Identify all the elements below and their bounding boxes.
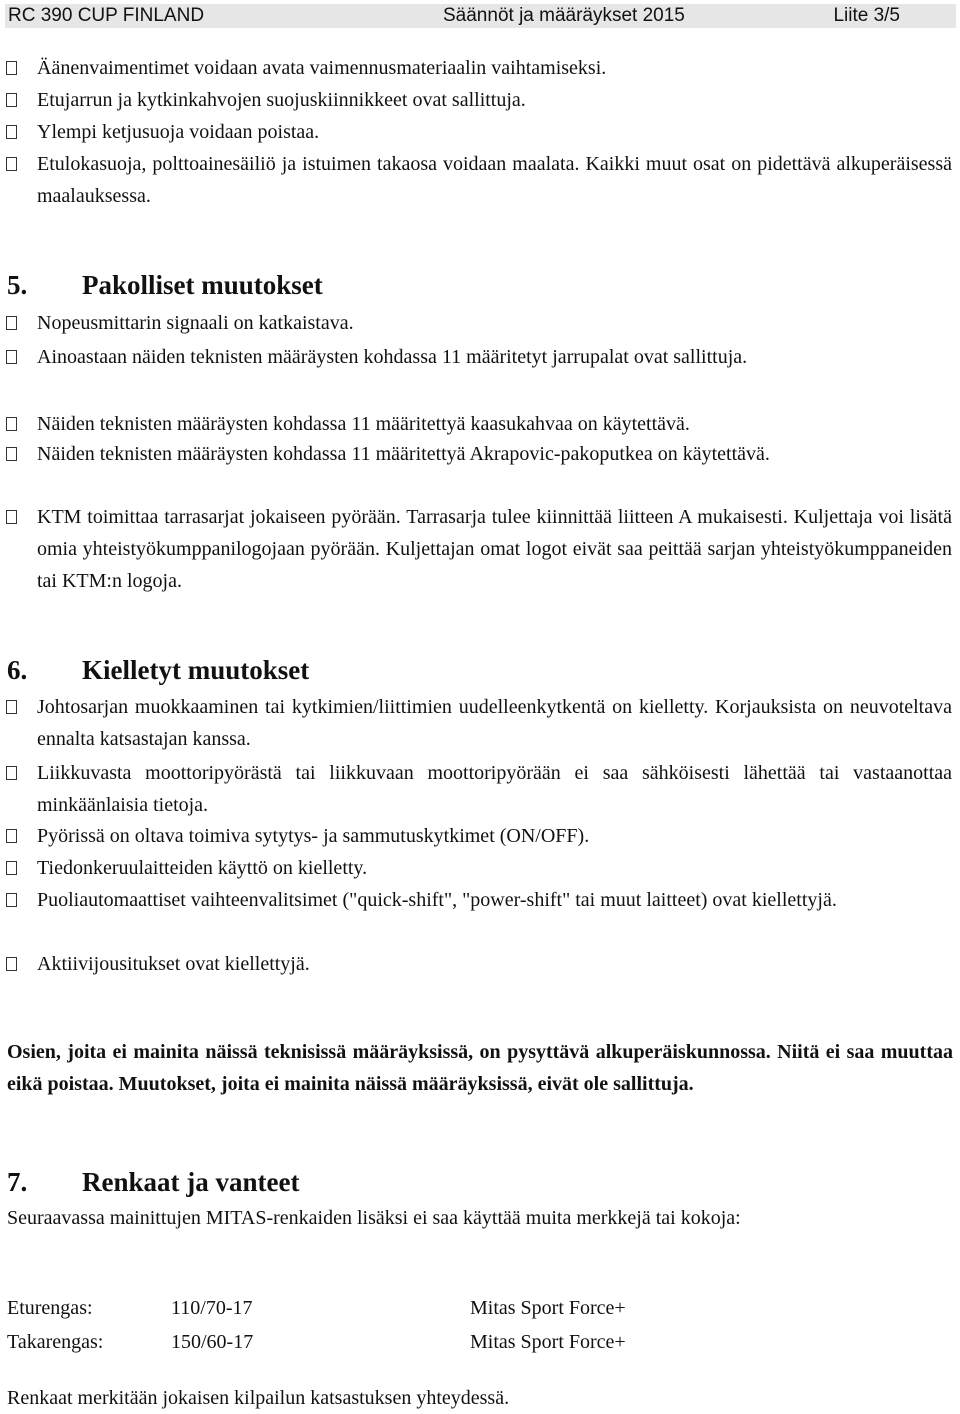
list-item: Äänenvaimentimet voidaan avata vaimennusmateriaalin vaihtamiseksi. [6,52,952,84]
header-event-title: RC 390 CUP FINLAND [8,5,205,26]
list-item: Etulokasuoja, polttoainesäiliö ja istuimen takaosa voidaan maalata. Kaikki muut osat on pidettävä alkuperäisessä maalauksessa. [6,148,952,212]
section-number: 7. [7,1167,28,1197]
list-item: Aktiivijousitukset ovat kiellettyjä. [6,948,952,980]
section-number: 5. [7,270,28,300]
tire-model: Mitas Sport Force+ [470,1297,626,1319]
checkbox-bullet-icon [6,417,17,431]
list-item: Ylempi ketjusuoja voidaan poistaa. [6,116,952,148]
checkbox-bullet-icon [6,700,17,714]
list-item: Tiedonkeruulaitteiden käyttö on kielletty. [6,852,952,884]
tire-position: Eturengas: [7,1297,93,1319]
checkbox-bullet-icon [6,766,17,780]
tire-size: 150/60-17 [171,1331,254,1353]
checkbox-bullet-icon [6,893,17,907]
checkbox-bullet-icon [6,157,17,171]
checkbox-bullet-icon [6,510,17,524]
page-header [5,4,956,28]
tire-model: Mitas Sport Force+ [470,1331,626,1353]
tire-size: 110/70-17 [171,1297,253,1319]
section-7-intro: Seuraavassa mainittujen MITAS-renkaiden lisäksi ei saa käyttää muita merkkejä tai kokoja: [7,1207,741,1229]
list-item: Näiden teknisten määräysten kohdassa 11 määritettyä kaasukahvaa on käytettävä. [6,408,952,440]
list-item: Nopeusmittarin signaali on katkaistava. [6,307,952,339]
section-title: Kielletyt muutokset [82,655,310,685]
list-item: Johtosarjan muokkaaminen tai kytkimien/liittimien uudelleenkytkentä on kielletty. Korjauksista on neuvoteltava ennalta katsastajan kanssa. [6,691,952,755]
list-item: Näiden teknisten määräysten kohdassa 11 määritettyä Akrapovic-pakoputkea on käytettävä. [6,438,946,470]
list-item: Pyörissä on oltava toimiva sytytys- ja sammutuskytkimet (ON/OFF). [6,820,952,852]
checkbox-bullet-icon [6,125,17,139]
tire-position: Takarengas: [7,1331,104,1353]
list-item: Etujarrun ja kytkinkahvojen suojuskiinnikkeet ovat sallittuja. [6,84,952,116]
section-title: Pakolliset muutokset [82,270,323,300]
checkbox-bullet-icon [6,957,17,971]
checkbox-bullet-icon [6,447,17,461]
notice-paragraph: Osien, joita ei mainita näissä teknisissä määräyksissä, on pysyttävä alkuperäiskunnossa. Niitä ei saa muuttaa eikä poistaa. Muutokset, joita ei mainita näissä määräyksissä, eivät ole sallittuja. [7,1041,953,1095]
section-7-heading [7,1166,299,1198]
header-document-title: Säännöt ja määräykset 2015 [443,5,685,26]
checkbox-bullet-icon [6,93,17,107]
section-number: 6. [7,655,28,685]
checkbox-bullet-icon [6,829,17,843]
section-6-heading [7,654,309,686]
checkbox-bullet-icon [6,861,17,875]
checkbox-bullet-icon [6,316,17,330]
list-item: KTM toimittaa tarrasarjat jokaiseen pyörään. Tarrasarja tulee kiinnittää liitteen A mukaisesti. Kuljettaja voi lisätä omia yhteistyökumppanilogojaan pyörään. Kuljettajan omat logot eivät saa peittää sarjan yhteistyökumppaneiden tai KTM:n logoja. [6,501,952,597]
checkbox-bullet-icon [6,61,17,75]
section-title: Renkaat ja vanteet [82,1167,300,1197]
header-page-label: Liite 3/5 [833,5,900,26]
list-item: Liikkuvasta moottoripyörästä tai liikkuvaan moottoripyörään ei saa sähköisesti lähettää tai vastaanottaa minkäänlaisia tietoja. [6,757,952,821]
section-7-footer: Renkaat merkitään jokaisen kilpailun katsastuksen yhteydessä. [7,1387,510,1409]
list-item: Puoliautomaattiset vaihteenvalitsimet ("quick-shift", "power-shift" tai muut laitteet) ovat kiellettyjä. [6,884,952,916]
section-5-heading [7,269,323,301]
list-item: Ainoastaan näiden teknisten määräysten kohdassa 11 määritetyt jarrupalat ovat sallittuja. [6,341,938,373]
checkbox-bullet-icon [6,350,17,364]
